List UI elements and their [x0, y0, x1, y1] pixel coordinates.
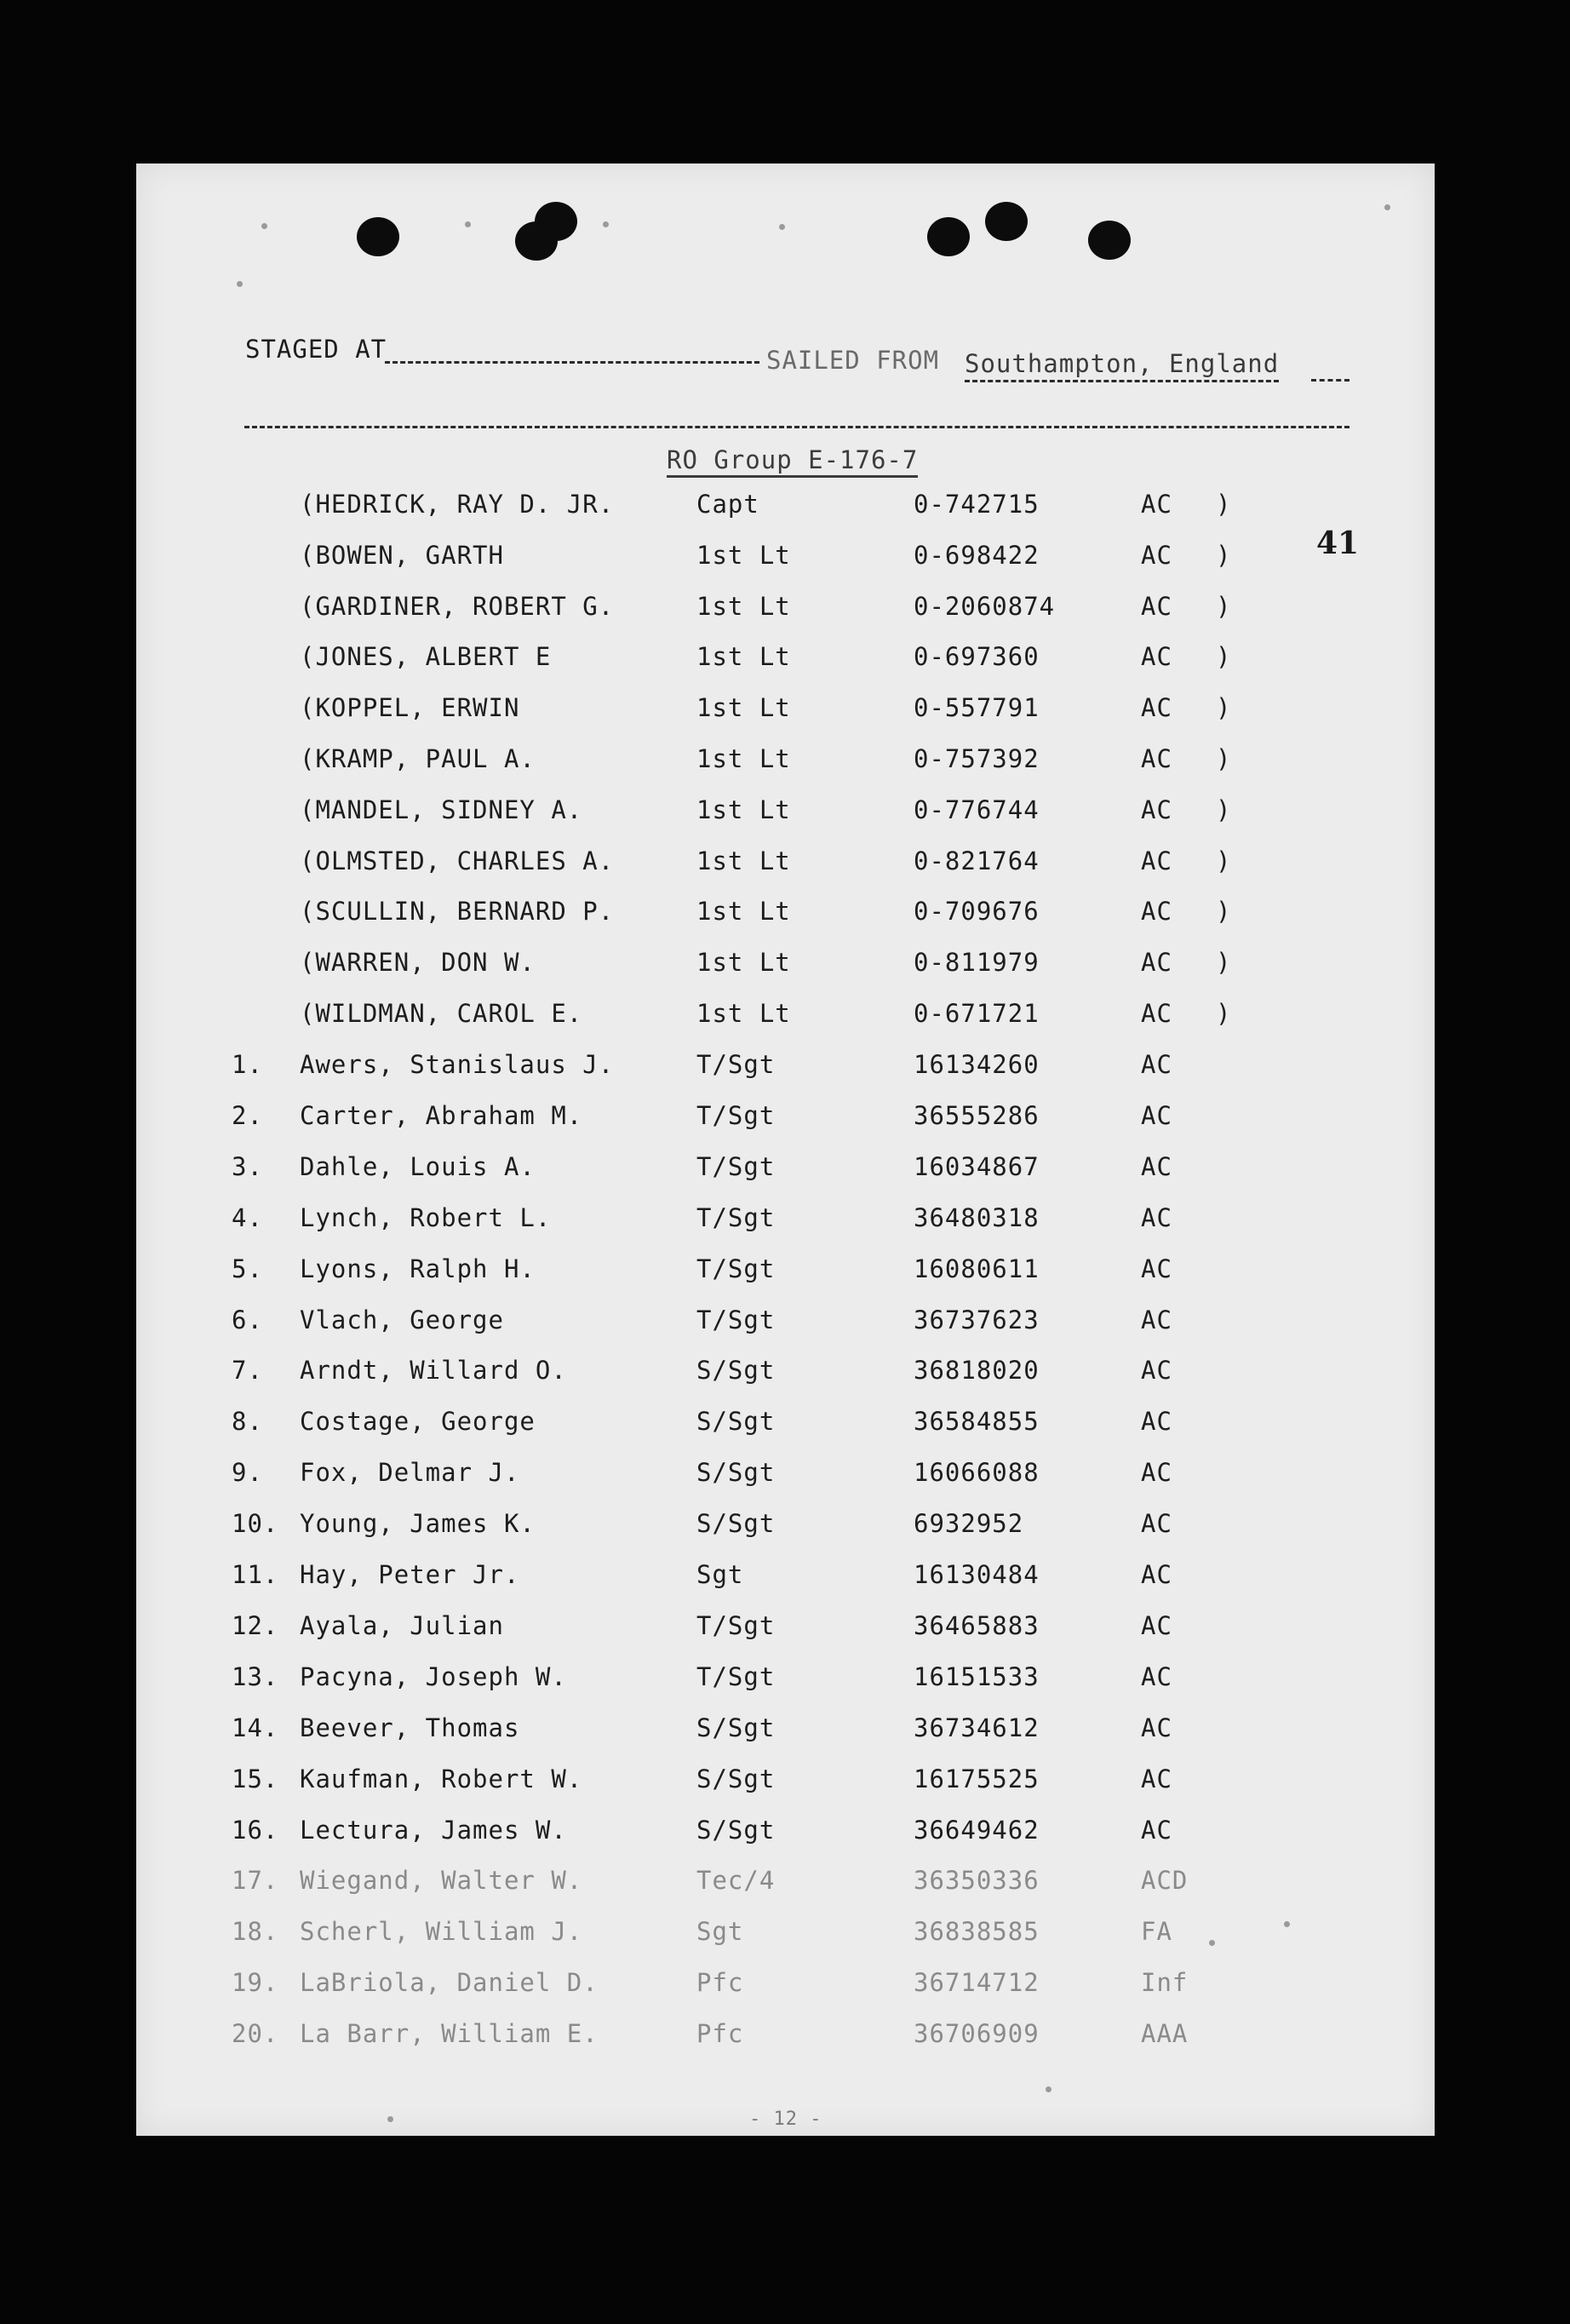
- officer-row: [0, 744, 1570, 787]
- paper-speck: [779, 224, 785, 230]
- sailed-from-value: Southampton, England: [965, 349, 1279, 382]
- enlisted-branch: AC: [1141, 1662, 1172, 1691]
- enlisted-branch: AC: [1141, 1816, 1172, 1845]
- entry-number: 10.: [232, 1509, 279, 1538]
- officer-branch: AC: [1141, 541, 1172, 570]
- enlisted-name: Dahle, Louis A.: [300, 1152, 536, 1181]
- enlisted-name: Awers, Stanislaus J.: [300, 1050, 615, 1079]
- enlisted-row: [0, 1917, 1570, 1960]
- enlisted-serial: 16175525: [914, 1765, 1040, 1793]
- enlisted-name: Fox, Delmar J.: [300, 1458, 520, 1487]
- enlisted-branch: AAA: [1141, 2019, 1189, 2048]
- enlisted-row: [0, 1713, 1570, 1756]
- entry-number: 4.: [232, 1203, 263, 1232]
- paper-speck: [387, 2116, 393, 2122]
- officer-serial: 0-698422: [914, 541, 1040, 570]
- enlisted-branch: AC: [1141, 1458, 1172, 1487]
- enlisted-serial: 36838585: [914, 1917, 1040, 1946]
- officer-brace: ): [1216, 592, 1232, 621]
- enlisted-serial: 16080611: [914, 1254, 1040, 1283]
- enlisted-serial: 36584855: [914, 1407, 1040, 1436]
- enlisted-serial: 16130484: [914, 1560, 1040, 1589]
- officer-rank: 1st Lt: [696, 948, 791, 977]
- enlisted-branch: AC: [1141, 1152, 1172, 1181]
- entry-number: 3.: [232, 1152, 263, 1181]
- officer-name: (GARDINER, ROBERT G.: [300, 592, 615, 621]
- enlisted-branch: AC: [1141, 1050, 1172, 1079]
- sailed-from-label: SAILED FROM: [766, 346, 940, 375]
- officer-rank: 1st Lt: [696, 744, 791, 773]
- enlisted-serial: 16134260: [914, 1050, 1040, 1079]
- enlisted-name: Carter, Abraham M.: [300, 1101, 583, 1130]
- enlisted-rank: S/Sgt: [696, 1356, 776, 1385]
- enlisted-branch: AC: [1141, 1203, 1172, 1232]
- paper-speck: [237, 281, 243, 287]
- enlisted-branch: FA: [1141, 1917, 1172, 1946]
- officer-rank: Capt: [696, 490, 759, 519]
- enlisted-row: [0, 1050, 1570, 1093]
- entry-number: 18.: [232, 1917, 279, 1946]
- entry-number: 2.: [232, 1101, 263, 1130]
- officer-name: (MANDEL, SIDNEY A.: [300, 795, 583, 824]
- officer-name: (BOWEN, GARTH: [300, 541, 504, 570]
- enlisted-rank: T/Sgt: [696, 1662, 776, 1691]
- entry-number: 16.: [232, 1816, 279, 1845]
- enlisted-rank: Pfc: [696, 2019, 744, 2048]
- paper-speck: [1384, 204, 1390, 210]
- page-number: 41: [1316, 525, 1360, 561]
- officer-name: (HEDRICK, RAY D. JR.: [300, 490, 615, 519]
- entry-number: 12.: [232, 1611, 279, 1640]
- officer-serial: 0-742715: [914, 490, 1040, 519]
- officer-serial: 0-776744: [914, 795, 1040, 824]
- officer-serial: 0-709676: [914, 897, 1040, 926]
- enlisted-row: [0, 1356, 1570, 1398]
- enlisted-row: [0, 1611, 1570, 1654]
- officer-brace: ): [1216, 897, 1232, 926]
- officer-branch: AC: [1141, 948, 1172, 977]
- enlisted-serial: 36734612: [914, 1713, 1040, 1742]
- enlisted-rank: T/Sgt: [696, 1305, 776, 1334]
- enlisted-row: [0, 1765, 1570, 1807]
- header-rule: [244, 426, 1349, 428]
- entry-number: 13.: [232, 1662, 279, 1691]
- enlisted-branch: AC: [1141, 1713, 1172, 1742]
- entry-number: 15.: [232, 1765, 279, 1793]
- officer-row: [0, 948, 1570, 990]
- enlisted-serial: 36714712: [914, 1968, 1040, 1997]
- officer-brace: ): [1216, 846, 1232, 875]
- paper-speck: [465, 221, 471, 227]
- officer-row: [0, 642, 1570, 685]
- enlisted-rank: T/Sgt: [696, 1101, 776, 1130]
- enlisted-name: Pacyna, Joseph W.: [300, 1662, 567, 1691]
- entry-number: 1.: [232, 1050, 263, 1079]
- enlisted-row: [0, 1254, 1570, 1297]
- enlisted-branch: ACD: [1141, 1866, 1189, 1895]
- entry-number: 20.: [232, 2019, 279, 2048]
- officer-name: (WARREN, DON W.: [300, 948, 536, 977]
- enlisted-row: [0, 1407, 1570, 1449]
- footer-page-number: - 12 -: [749, 2109, 822, 2130]
- officer-serial: 0-557791: [914, 693, 1040, 722]
- officer-rank: 1st Lt: [696, 693, 791, 722]
- enlisted-branch: AC: [1141, 1765, 1172, 1793]
- officer-name: (WILDMAN, CAROL E.: [300, 999, 583, 1028]
- punch-hole: [357, 217, 399, 256]
- officer-serial: 0-2060874: [914, 592, 1056, 621]
- staged-at-blank: [385, 361, 759, 364]
- officer-name: (SCULLIN, BERNARD P.: [300, 897, 615, 926]
- punch-hole: [1088, 221, 1131, 260]
- entry-number: 7.: [232, 1356, 263, 1385]
- enlisted-name: Scherl, William J.: [300, 1917, 583, 1946]
- entry-number: 17.: [232, 1866, 279, 1895]
- officer-serial: 0-811979: [914, 948, 1040, 977]
- enlisted-branch: AC: [1141, 1509, 1172, 1538]
- entry-number: 8.: [232, 1407, 263, 1436]
- enlisted-serial: 36737623: [914, 1305, 1040, 1334]
- officer-rank: 1st Lt: [696, 846, 791, 875]
- enlisted-branch: AC: [1141, 1560, 1172, 1589]
- paper-speck: [261, 223, 267, 229]
- officer-brace: ): [1216, 795, 1232, 824]
- officer-rank: 1st Lt: [696, 897, 791, 926]
- punch-hole: [927, 217, 970, 256]
- paper-speck: [1046, 2086, 1051, 2092]
- enlisted-serial: 16034867: [914, 1152, 1040, 1181]
- officer-row: [0, 897, 1570, 939]
- enlisted-rank: S/Sgt: [696, 1407, 776, 1436]
- officer-rank: 1st Lt: [696, 642, 791, 671]
- officer-serial: 0-821764: [914, 846, 1040, 875]
- enlisted-serial: 36350336: [914, 1866, 1040, 1895]
- enlisted-name: Wiegand, Walter W.: [300, 1866, 583, 1895]
- enlisted-name: Young, James K.: [300, 1509, 536, 1538]
- group-label: RO Group E-176-7: [667, 445, 918, 478]
- enlisted-row: [0, 1816, 1570, 1858]
- officer-rank: 1st Lt: [696, 999, 791, 1028]
- officer-row: [0, 693, 1570, 736]
- officer-brace: ): [1216, 541, 1232, 570]
- enlisted-name: La Barr, William E.: [300, 2019, 599, 2048]
- enlisted-name: Lyons, Ralph H.: [300, 1254, 536, 1283]
- enlisted-rank: T/Sgt: [696, 1050, 776, 1079]
- officer-branch: AC: [1141, 897, 1172, 926]
- staged-at-label: STAGED AT: [245, 335, 387, 364]
- officer-branch: AC: [1141, 642, 1172, 671]
- officer-row: [0, 846, 1570, 889]
- enlisted-row: [0, 1203, 1570, 1246]
- officer-brace: ): [1216, 490, 1232, 519]
- officer-serial: 0-671721: [914, 999, 1040, 1028]
- sailed-from-blank: [1311, 379, 1349, 382]
- enlisted-rank: T/Sgt: [696, 1152, 776, 1181]
- enlisted-rank: T/Sgt: [696, 1254, 776, 1283]
- enlisted-name: LaBriola, Daniel D.: [300, 1968, 599, 1997]
- enlisted-branch: AC: [1141, 1305, 1172, 1334]
- officer-branch: AC: [1141, 693, 1172, 722]
- enlisted-rank: Sgt: [696, 1560, 744, 1589]
- enlisted-name: Hay, Peter Jr.: [300, 1560, 520, 1589]
- enlisted-serial: 36465883: [914, 1611, 1040, 1640]
- entry-number: 19.: [232, 1968, 279, 1997]
- enlisted-row: [0, 1152, 1570, 1195]
- entry-number: 9.: [232, 1458, 263, 1487]
- officer-row: [0, 490, 1570, 532]
- officer-branch: AC: [1141, 744, 1172, 773]
- enlisted-rank: Sgt: [696, 1917, 744, 1946]
- enlisted-branch: AC: [1141, 1254, 1172, 1283]
- officer-rank: 1st Lt: [696, 592, 791, 621]
- officer-brace: ): [1216, 744, 1232, 773]
- enlisted-name: Costage, George: [300, 1407, 536, 1436]
- enlisted-branch: Inf: [1141, 1968, 1189, 1997]
- officer-name: (KRAMP, PAUL A.: [300, 744, 536, 773]
- enlisted-rank: Pfc: [696, 1968, 744, 1997]
- officer-rank: 1st Lt: [696, 795, 791, 824]
- punch-hole: [985, 202, 1028, 241]
- enlisted-name: Ayala, Julian: [300, 1611, 504, 1640]
- officer-row: [0, 592, 1570, 634]
- officer-row: [0, 795, 1570, 838]
- enlisted-rank: S/Sgt: [696, 1713, 776, 1742]
- enlisted-branch: AC: [1141, 1407, 1172, 1436]
- enlisted-serial: 36555286: [914, 1101, 1040, 1130]
- enlisted-serial: 36649462: [914, 1816, 1040, 1845]
- officer-branch: AC: [1141, 846, 1172, 875]
- enlisted-name: Lectura, James W.: [300, 1816, 567, 1845]
- enlisted-row: [0, 1866, 1570, 1908]
- enlisted-branch: AC: [1141, 1356, 1172, 1385]
- enlisted-rank: T/Sgt: [696, 1611, 776, 1640]
- enlisted-row: [0, 1968, 1570, 2011]
- officer-name: (JONES, ALBERT E: [300, 642, 552, 671]
- enlisted-serial: 16151533: [914, 1662, 1040, 1691]
- enlisted-row: [0, 1458, 1570, 1501]
- enlisted-row: [0, 1509, 1570, 1552]
- officer-branch: AC: [1141, 999, 1172, 1028]
- enlisted-row: [0, 1101, 1570, 1144]
- punch-hole: [515, 221, 558, 261]
- officer-branch: AC: [1141, 592, 1172, 621]
- paper-speck: [603, 221, 609, 227]
- officer-name: (KOPPEL, ERWIN: [300, 693, 520, 722]
- officer-brace: ): [1216, 948, 1232, 977]
- enlisted-serial: 36706909: [914, 2019, 1040, 2048]
- officer-serial: 0-757392: [914, 744, 1040, 773]
- officer-serial: 0-697360: [914, 642, 1040, 671]
- officer-row: [0, 541, 1570, 583]
- entry-number: 5.: [232, 1254, 263, 1283]
- enlisted-serial: 16066088: [914, 1458, 1040, 1487]
- enlisted-rank: S/Sgt: [696, 1765, 776, 1793]
- officer-brace: ): [1216, 999, 1232, 1028]
- enlisted-name: Vlach, George: [300, 1305, 504, 1334]
- officer-name: (OLMSTED, CHARLES A.: [300, 846, 615, 875]
- enlisted-name: Lynch, Robert L.: [300, 1203, 552, 1232]
- enlisted-row: [0, 1662, 1570, 1705]
- officer-row: [0, 999, 1570, 1041]
- officer-branch: AC: [1141, 795, 1172, 824]
- officer-brace: ): [1216, 642, 1232, 671]
- officer-brace: ): [1216, 693, 1232, 722]
- enlisted-rank: S/Sgt: [696, 1458, 776, 1487]
- enlisted-name: Kaufman, Robert W.: [300, 1765, 583, 1793]
- enlisted-branch: AC: [1141, 1101, 1172, 1130]
- enlisted-serial: 36480318: [914, 1203, 1040, 1232]
- entry-number: 6.: [232, 1305, 263, 1334]
- entry-number: 14.: [232, 1713, 279, 1742]
- enlisted-serial: 36818020: [914, 1356, 1040, 1385]
- enlisted-rank: S/Sgt: [696, 1816, 776, 1845]
- enlisted-row: [0, 1305, 1570, 1348]
- enlisted-rank: S/Sgt: [696, 1509, 776, 1538]
- enlisted-row: [0, 2019, 1570, 2062]
- enlisted-branch: AC: [1141, 1611, 1172, 1640]
- enlisted-name: Beever, Thomas: [300, 1713, 520, 1742]
- enlisted-serial: 6932952: [914, 1509, 1024, 1538]
- enlisted-name: Arndt, Willard O.: [300, 1356, 567, 1385]
- enlisted-rank: Tec/4: [696, 1866, 776, 1895]
- enlisted-row: [0, 1560, 1570, 1603]
- officer-rank: 1st Lt: [696, 541, 791, 570]
- enlisted-rank: T/Sgt: [696, 1203, 776, 1232]
- officer-branch: AC: [1141, 490, 1172, 519]
- entry-number: 11.: [232, 1560, 279, 1589]
